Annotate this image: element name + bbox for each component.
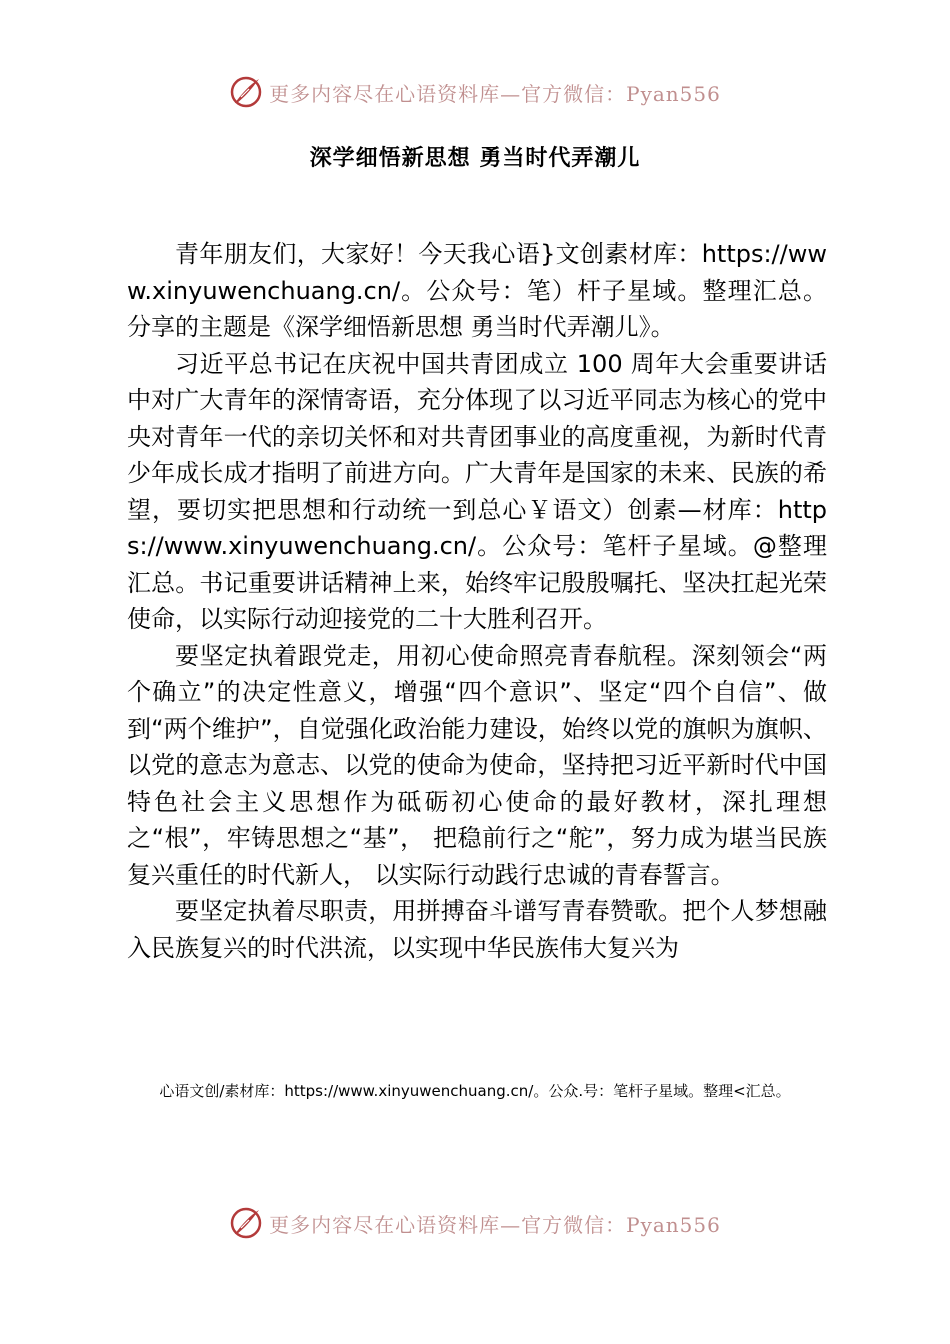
paragraph-4-lead: 要坚定执着尽职责，用拼搏奋斗谱写青春赞歌。 xyxy=(175,897,683,925)
watermark-banner-bottom xyxy=(0,1203,950,1243)
document-body xyxy=(127,236,827,966)
footer-note: 心语文创/素材库：https://www.xinyuwenchuang.cn/。公众.号：笔杆子星域。整理<汇总。 xyxy=(159,1082,791,1100)
watermark-text: 更多内容尽在心语资料库—官方微信：Pyan556 xyxy=(269,81,721,106)
paragraph-3: 要坚定执着跟党走，用初心使命照亮青春航程。深刻领会“两个确立”的决定性意义，增强“四个意识”、坚定“四个自信”、做到“两个维护”，自觉强化政治能力建设，始终以党的旗帜为旗帜、以党的意志为意志、以党的使命为使命，坚持把习近平新时代中国特色社会主义思想作为砥砺初心使命的最好教材，深扎理想之“根”，牢铸思想之“基”， 把稳前行之“舵”，努力成为堪当民族复兴重任的时代新人， 以实际行动践行忠诚的青春誓言。 xyxy=(127,641,828,889)
paragraph-2: 习近平总书记在庆祝中国共青团成立 100 周年大会重要讲话中对广大青年的深情寄语，充分体现了以习近平同志为核心的党中央对青年一代的亲切关怀和对共青团事业的高度重视，为新时代青少年成长成才指明了前进方向。广大青年是国家的未来、民族的希望，要切实把思想和行动统一到总心￥语文）创素—材库：https://www.xinyuwenchuang.cn/。公众号：笔杆子星域。@整理汇总。书记重要讲话精神上来，始终牢记殷殷嘱托、坚决扛起光荣使命，以实际行动迎接党的二十大胜利召开。 xyxy=(127,349,827,633)
paragraph-3-lead: 要坚定执着跟党走，用初心使命照亮青春航程。 xyxy=(175,641,692,670)
watermark-banner-top xyxy=(0,72,950,112)
feather-logo-icon xyxy=(229,1206,263,1240)
paragraph-4: 要坚定执着尽职责，用拼搏奋斗谱写青春赞歌。把个人梦想融入民族复兴的时代洪流，以实现中华民族伟大复兴为 xyxy=(127,897,828,962)
paragraph-1: 青年朋友们，大家好！今天我心语}文创素材库：https://www.xinyuwenchuang.cn/。公众号：笔）杆子星域。整理汇总。分享的主题是《深学细悟新思想 勇当时代弄潮儿》。 xyxy=(127,240,827,341)
watermark-text: 更多内容尽在心语资料库—官方微信：Pyan556 xyxy=(269,1212,721,1237)
document-title: 深学细悟新思想 勇当时代弄潮儿 xyxy=(309,145,641,171)
feather-logo-icon xyxy=(229,75,263,109)
